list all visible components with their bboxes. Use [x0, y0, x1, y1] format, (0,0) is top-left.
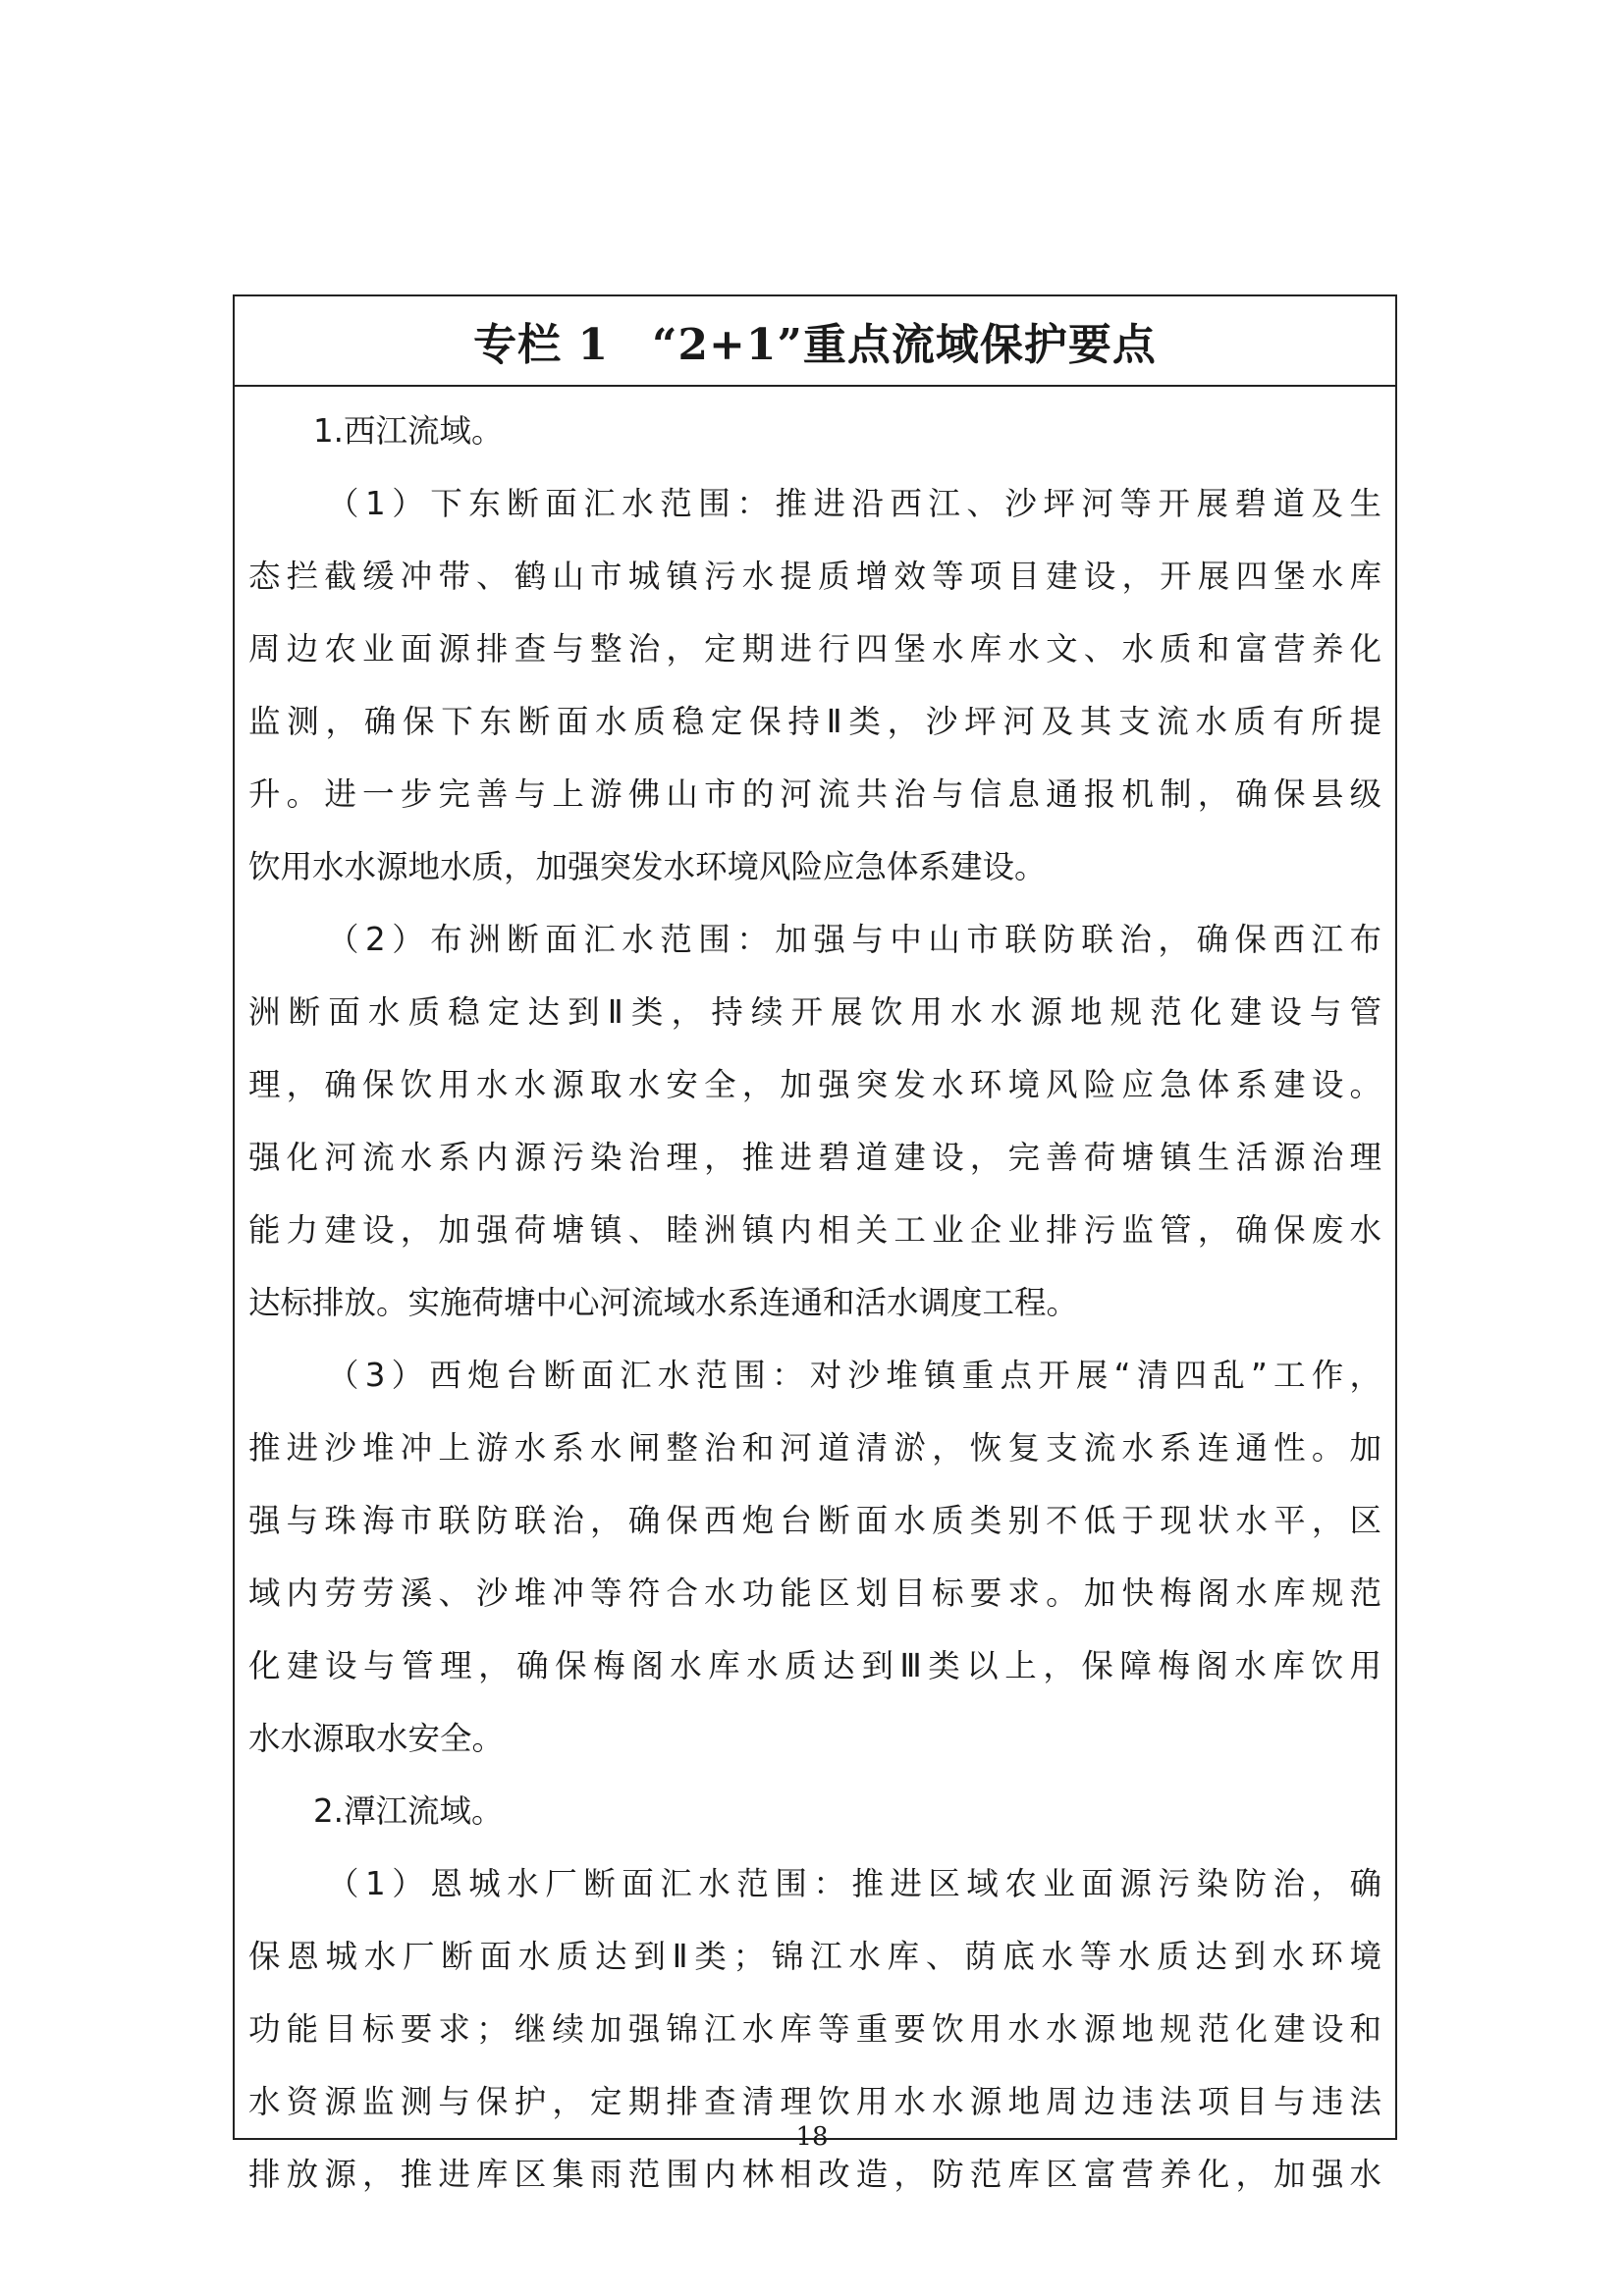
paragraph-line: 升。进一步完善与上游佛山市的河流共治与信息通报机制，确保县级 [248, 775, 1381, 813]
paragraph-line: 周边农业面源排查与整治，定期进行四堡水库水文、水质和富营养化 [248, 630, 1381, 667]
paragraph-line: 推进沙堆冲上游水系水闸整治和河道清淤，恢复支流水系连通性。加 [248, 1429, 1381, 1467]
paragraph-line: 态拦截缓冲带、鹤山市城镇污水提质增效等项目建设，开展四堡水库 [248, 558, 1381, 595]
column-box [233, 294, 1397, 2193]
section-heading: 2.潭江流域。 [313, 1792, 504, 1830]
paragraph-line: 洲断面水质稳定达到Ⅱ类，持续开展饮用水水源地规范化建设与管 [248, 993, 1381, 1031]
paragraph-line: 监测，确保下东断面水质稳定保持Ⅱ类，沙坪河及其支流水质有所提 [248, 703, 1381, 740]
section-heading: 1.西江流域。 [313, 412, 504, 450]
paragraph-line: 化建设与管理，确保梅阁水库水质达到Ⅲ类以上，保障梅阁水库饮用 [248, 1647, 1381, 1684]
page-number: 18 [795, 2122, 829, 2152]
paragraph-line: 排放源，推进库区集雨范围内林相改造，防范库区富营养化，加强水 [248, 2156, 1381, 2193]
paragraph-line: 达标排放。实施荷塘中心河流域水系连通和活水调度工程。 [248, 1284, 1079, 1321]
paragraph-line: 保恩城水厂断面水质达到Ⅱ类；锦江水库、荫底水等水质达到水环境 [248, 1938, 1381, 1975]
column-title-main: “2+1”重点流域保护要点 [652, 320, 1157, 370]
paragraph-line: （1）恩城水厂断面汇水范围：推进区域农业面源污染防治，确 [327, 1865, 1381, 1902]
paragraph-line: 强与珠海市联防联治，确保西炮台断面水质类别不低于现状水平，区 [248, 1502, 1381, 1539]
paragraph-line: 饮用水水源地水质，加强突发水环境风险应急体系建设。 [248, 848, 1047, 885]
column-content [235, 387, 1395, 2211]
paragraph-line: 理，确保饮用水水源取水安全，加强突发水环境风险应急体系建设。 [248, 1066, 1381, 1103]
paragraph-line: 功能目标要求；继续加强锦江水库等重要饮用水水源地规范化建设和 [248, 2010, 1381, 2048]
paragraph-line: 强化河流水系内源污染治理，推进碧道建设，完善荷塘镇生活源治理 [248, 1139, 1381, 1176]
paragraph-line: 水资源监测与保护，定期排查清理饮用水水源地周边违法项目与违法 [248, 2083, 1381, 2120]
paragraph-line: （2）布洲断面汇水范围：加强与中山市联防联治，确保西江布 [327, 921, 1381, 958]
column-title [235, 296, 1395, 387]
paragraph-line: 域内劳劳溪、沙堆冲等符合水功能区划目标要求。加快梅阁水库规范 [248, 1575, 1381, 1612]
paragraph-line: 水水源取水安全。 [248, 1720, 505, 1757]
paragraph-line: （3）西炮台断面汇水范围：对沙堆镇重点开展“清四乱”工作， [327, 1357, 1381, 1394]
paragraph-line: 能力建设，加强荷塘镇、睦洲镇内相关工业企业排污监管，确保废水 [248, 1211, 1381, 1249]
column-title-prefix: 专栏 1 [473, 320, 610, 370]
paragraph-line: （1）下东断面汇水范围：推进沿西江、沙坪河等开展碧道及生 [327, 485, 1381, 522]
